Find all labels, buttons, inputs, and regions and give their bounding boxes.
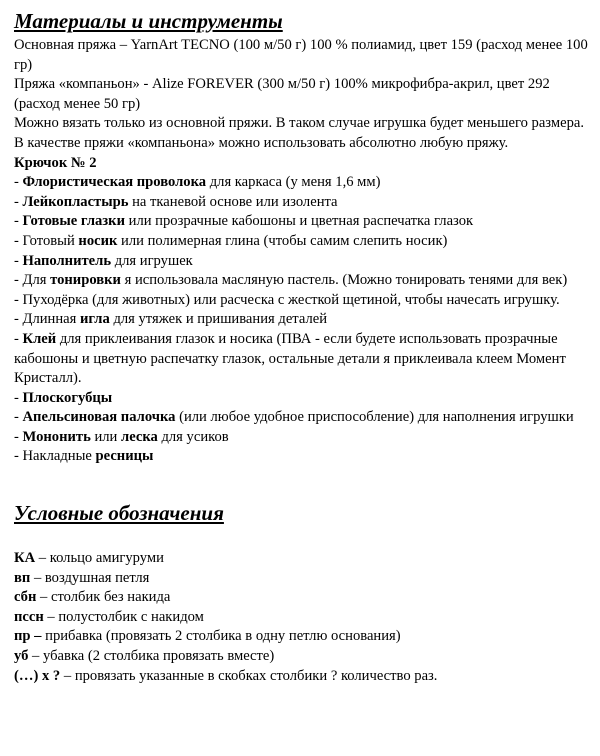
document-page bbox=[14, 6, 589, 686]
legend-entry: уб – убавка (2 столбика провязать вместе) bbox=[14, 648, 275, 665]
legend-entry: КА – кольцо амигуруми bbox=[14, 550, 164, 567]
yarn-main-text: Основная пряжа – YarnArt TECNO (100 м/50 г) 100 % полиамид, цвет 159 (расход менее 100 гр) bbox=[14, 37, 588, 73]
hook-label: Крючок № 2 bbox=[14, 154, 97, 171]
list-item: - Мононить или леска для усиков bbox=[14, 428, 229, 445]
legend-spacer bbox=[14, 528, 589, 549]
list-item: - Лейкопластырь на тканевой основе или изолента bbox=[14, 193, 338, 210]
list-item: - Готовый носик или полимерная глина (чтобы самим слепить носик) bbox=[14, 232, 448, 249]
list-item: - Накладные ресницы bbox=[14, 448, 154, 465]
legend-list bbox=[14, 549, 589, 686]
legend-entry: пр – прибавка (провязать 2 столбика в одну петлю основания) bbox=[14, 628, 401, 645]
list-item: - Пуходёрка (для животных) или расческа с жесткой щетиной, чтобы начесать игрушку. bbox=[14, 291, 560, 308]
list-item: - Готовые глазки или прозрачные кабошоны и цветная распечатка глазок bbox=[14, 213, 474, 230]
list-item: - Наполнитель для игрушек bbox=[14, 252, 193, 269]
legend-entry: сбн – столбик без накида bbox=[14, 589, 171, 606]
list-item: - Клей для приклеивания глазок и носика (ПВА - если будете использовать прозрачные кабошоны и цветную распечатку глазок, остальные детали я приклеивала клеем Момент Кристалл). bbox=[14, 330, 566, 387]
legend-entry: пссн – полустолбик с накидом bbox=[14, 608, 204, 625]
list-item: - Длинная игла для утяжек и пришивания деталей bbox=[14, 311, 328, 328]
hook-text bbox=[14, 154, 589, 174]
legend-entry: вп – воздушная петля bbox=[14, 569, 150, 586]
list-item: - Апельсиновая палочка (или любое удобное приспособление) для наполнения игрушки bbox=[14, 409, 574, 426]
yarn-companion-text: Пряжа «компаньон» - Alize FOREVER (300 м/50 г) 100% микрофибра-акрил, цвет 292 (расход менее 50 гр) bbox=[14, 76, 550, 112]
materials-title: Материалы и инструменты bbox=[14, 9, 283, 33]
yarn-note-text: Можно вязать только из основной пряжи. В таком случае игрушка будет меньшего размера. В качестве пряжи «компаньона» можно использовать абсолютно любую пряжу. bbox=[14, 115, 584, 151]
legend-entry: (…) х ? – провязать указанные в скобках столбики ? количество раз. bbox=[14, 667, 438, 684]
legend-title: Условные обозначения bbox=[14, 501, 224, 526]
list-item: - Флористическая проволока для каркаса (у меня 1,6 мм) bbox=[14, 174, 381, 191]
section-spacer bbox=[14, 467, 589, 498]
materials-list bbox=[14, 173, 589, 467]
list-item: - Для тонировки я использовала масляную пастель. (Можно тонировать тенями для век) bbox=[14, 272, 568, 289]
list-item: - Плоскогубцы bbox=[14, 389, 113, 406]
